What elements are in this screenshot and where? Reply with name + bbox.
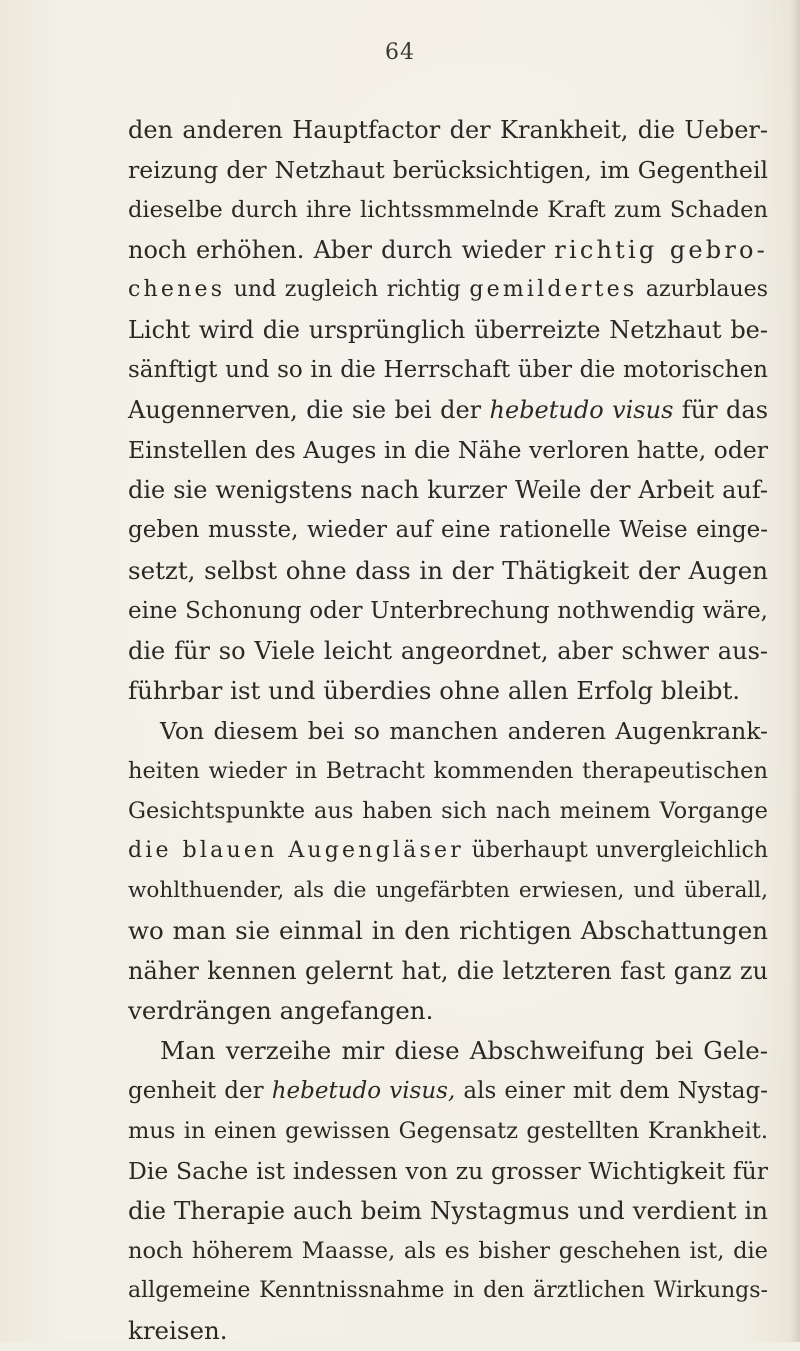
- text-line: genheit der hebetudo visus, als einer mit dem Nystag-: [128, 1078, 768, 1105]
- text-line: allgemeine Kenntnissnahme in den ärztlichen Wirkungs-: [128, 1278, 768, 1304]
- text-line: den anderen Hauptfactor der Krankheit, die Ueber-: [128, 116, 768, 144]
- text-line: chenes und zugleich richtig gemildertes azurblaues: [128, 277, 768, 303]
- spaced-emphasis: chenes: [128, 277, 226, 303]
- text-line: reizung der Netzhaut berücksichtigen, im Gegentheil: [128, 156, 768, 185]
- text-line: Man verzeihe mir diese Abschweifung bei Gele-: [160, 1036, 768, 1066]
- italic-term: hebetudo visus: [489, 396, 674, 425]
- text-line: die sie wenigstens nach kurzer Weile der Arbeit auf-: [128, 476, 768, 505]
- text-line: noch erhöhen. Aber durch wieder richtig gebro-: [128, 236, 768, 265]
- page-edge-shadow: [790, 0, 800, 1342]
- text-line: Die Sache ist indessen von zu grosser Wichtigkeit für: [128, 1157, 768, 1186]
- body-text: [128, 110, 768, 1351]
- text-line: setzt, selbst ohne dass in der Thätigkeit der Augen: [128, 555, 768, 585]
- text-line: geben musste, wieder auf eine rationelle Weise einge-: [128, 517, 768, 544]
- text-line: die Therapie auch beim Nystagmus und verdient in: [128, 1196, 768, 1226]
- spaced-emphasis: gemildertes: [469, 277, 638, 303]
- text-line: die für so Viele leicht angeordnet, aber schwer aus-: [128, 636, 768, 665]
- italic-term: hebetudo visus,: [271, 1078, 456, 1105]
- text-line: eine Schonung oder Unterbrechung nothwendig wäre,: [128, 597, 768, 624]
- text-line: sänftigt und so in die Herrschaft über die motorischen: [128, 357, 768, 384]
- text-line: Gesichtspunkte aus haben sich nach meinem Vorgange: [128, 797, 768, 824]
- text-line: Augennerven, die sie bei der hebetudo visus für das: [128, 396, 769, 425]
- text-line: verdrängen angefangen.: [128, 996, 434, 1026]
- page-number: 64: [385, 40, 415, 65]
- text-line: Licht wird die ursprünglich überreizte Netzhaut be-: [128, 316, 768, 345]
- text-line: Von diesem bei so manchen anderen Augenkrank-: [160, 716, 768, 745]
- spaced-emphasis: richtig gebro-: [554, 236, 768, 265]
- text-line: heiten wieder in Betracht kommenden therapeutischen: [128, 757, 768, 784]
- text-line: kreisen.: [128, 1316, 228, 1346]
- text-line: die blauen Augengläser überhaupt unvergleichlich: [128, 837, 768, 863]
- text-line: dieselbe durch ihre lichtssmmelnde Kraft zum Schaden: [128, 197, 768, 224]
- text-line: näher kennen gelernt hat, die letzteren fast ganz zu: [128, 956, 768, 985]
- text-line: führbar ist und überdies ohne allen Erfolg bleibt.: [128, 675, 741, 705]
- text-line: noch höherem Maasse, als es bisher geschehen ist, die: [128, 1238, 768, 1265]
- text-line: wohlthuender, als die ungefärbten erwiesen, und überall,: [128, 877, 768, 903]
- text-line: wo man sie einmal in den richtigen Abschattungen: [128, 915, 768, 945]
- spaced-emphasis: die blauen Augengläser: [128, 837, 464, 863]
- text-line: Einstellen des Auges in die Nähe verloren hatte, oder: [128, 436, 769, 465]
- text-line: mus in einen gewissen Gegensatz gestellten Krankheit.: [128, 1118, 768, 1145]
